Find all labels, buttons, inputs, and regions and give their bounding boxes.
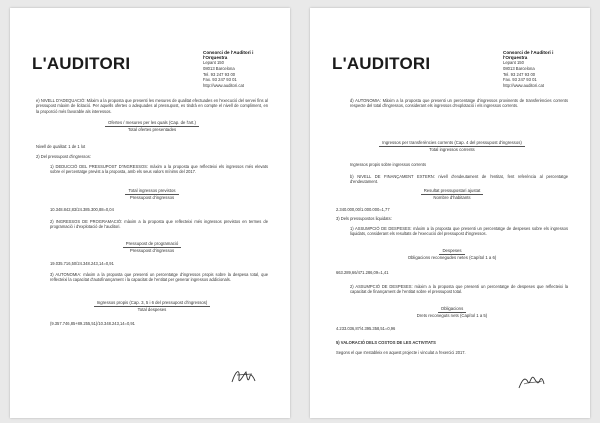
- right-formula-4-denominator: Drets reconeguts nets (Capítol 1 a 5): [416, 313, 488, 318]
- right-paragraph-5: Segons el que s'estableix en aquest projecte i vinculat a l'exercici 2017.: [336, 350, 466, 355]
- left-formula-1: [36, 120, 268, 133]
- signature-right-drawing: [516, 368, 546, 394]
- right-heading-5: 5) VALORACIÓ DELS COSTOS DE LES ACTIVITATS: [336, 340, 436, 345]
- left-line-1: Nivell de qualitat: 1 de 1 lot: [36, 144, 86, 149]
- left-formula-4: [36, 300, 268, 313]
- address-line1: Lepant 150: [203, 60, 224, 66]
- signature-left: [228, 364, 258, 390]
- right-formula-4: [336, 306, 568, 319]
- right-formula-3: [336, 248, 568, 261]
- left-result-3: 19.035.716,50/24.348.243,14=0,91: [50, 261, 114, 266]
- right-heading-3: 3) Dels pressupostos liquidats:: [336, 216, 392, 221]
- document-page-left: [10, 8, 290, 418]
- left-formula-2-numerator: Total ingressos previstos: [125, 188, 178, 195]
- left-result-4: (9.357.746,85+89.255,51)/10.348.243,14=0,91: [50, 321, 135, 326]
- right-result-4: 4.233.036,87/4.395.358,51=0,96: [336, 326, 396, 331]
- left-formula-1-denominator: Total ofertes presentades: [127, 127, 177, 132]
- auditori-logo: L'AUDITORI: [332, 54, 431, 73]
- left-formula-3-denominator: Pressupost d'ingressos: [129, 248, 175, 253]
- right-formula-2-numerator: Resultat pressupostari ajustat: [421, 188, 484, 195]
- right-paragraph-4: 2) ASSUMPCIÓ DE DESPESES: màxim a la proposta que presenti un percentatge de despeses que reflecteixi la capacitat de finançament de l'entitat sobre el pressupost total.: [350, 284, 568, 295]
- phone: Tel. 93 247 93 00: [503, 71, 536, 77]
- address-line2: 08013 Barcelona: [203, 66, 235, 71]
- signature-left-drawing: [228, 364, 258, 390]
- phone: Tel. 93 247 93 00: [203, 71, 236, 77]
- org-address-block: [503, 50, 587, 88]
- right-paragraph-2: b) NIVELL DE FINANÇAMENT EXTERN: nivell d'endeutament de l'entitat, fent referència al percentatge d'endeutament.: [350, 174, 568, 185]
- left-formula-4-numerator: Ingressos propis (Cap. 3, 5 i 6 del pressupost d'ingressos): [94, 300, 211, 307]
- left-heading-2: 2) Del pressupost d'ingressos:: [36, 154, 91, 159]
- left-paragraph-1: e) NIVELL D'ADEQUACIÓ: Màxim a la proposta que presenti les mesures de qualitat efectuades en l'execució del servei fins al pressupost màxim de licitació. Per aquells ofertes o adequades al pressupost, es tindrà en compte el nivell de compliment, en la proporció més favorable als interessos.: [36, 98, 268, 114]
- right-result-3: 663.289,66/471.286,09=1,41: [336, 270, 389, 275]
- left-paragraph-4: 3) AUTONOMIA: màxim a la proposta que presenti un percentatge d'ingressos propis sobre la despesa total, que reflecteixi la capacitat d'autofinançament i la capacitat de l'entitat per generar ingressos addicionals.: [50, 272, 268, 283]
- right-formula-2-denominator: Nombre d'habitants: [433, 195, 471, 200]
- right-formula-1: [336, 140, 568, 153]
- left-paragraph-2: 1) DEDUCCIÓ DEL PRESSUPOST D'INGRESSOS: màxim a la proposta que reflecteixi els ingressos més elevats sobre el percentatge previst a la proposta, amb els seus valors mínims del 2017.: [50, 164, 268, 175]
- left-formula-1-numerator: Ofertes / mesures per les quals (Cap. de l'art.): [105, 120, 199, 127]
- right-paragraph-3: 1) ASSUMPCIÓ DE DESPESES: màxim a la proposta que presenti un percentatge de despeses sobre els ingressos liquidats, considerant els resultats de l'execució del pressupost d'ingressos.: [350, 226, 568, 237]
- signature-right: [516, 368, 546, 394]
- document-page-right: [310, 8, 590, 418]
- auditori-logo: L'AUDITORI: [32, 54, 131, 73]
- org-name-line2: l'Orquestra: [503, 55, 528, 61]
- left-formula-2: [36, 188, 268, 201]
- address-line1: Lepant 150: [503, 60, 524, 66]
- right-formula-4-numerator: Obligacions: [438, 306, 466, 313]
- left-paragraph-3: 2) INGRESSOS DE PROGRAMACIÓ: màxim a la proposta que reflecteixi més ingressos previstos en termes de programació i d'explotació de l'auditori.: [50, 219, 268, 230]
- website: http://www.auditori.cat: [503, 82, 544, 88]
- website: http://www.auditori.cat: [203, 82, 244, 88]
- org-name-line1: Consorci de l'Auditori i: [503, 50, 554, 55]
- right-formula-1-denominator: Total ingressos corrents: [429, 147, 475, 152]
- left-formula-2-denominator: Pressupost d'ingressos: [129, 195, 175, 200]
- right-result-2: 2.340.000,00/1.000.000=1,77: [336, 207, 390, 212]
- left-result-2: 10.348.842,83/24.385.300,88=0,04: [50, 207, 114, 212]
- left-formula-3: [36, 241, 268, 254]
- right-formula-3-denominator: Obligacions reconegudes netes (Capítol 1 a 6): [407, 255, 497, 260]
- left-formula-3-numerator: Pressupost de programació: [123, 241, 182, 248]
- right-paragraph-1: d) AUTONOMIA: Màxim a la proposta que presenti un percentatge d'ingressos provinents de transferències corrents respecte del total d'ingressos, considerant els ingressos d'explotació i els ingressos corrents.: [350, 98, 568, 109]
- fax: Fax. 93 247 93 01: [503, 77, 537, 83]
- right-formula-2: [336, 188, 568, 201]
- org-address-block: [203, 50, 287, 88]
- fax: Fax. 93 247 93 01: [203, 77, 237, 83]
- org-name-line1: Consorci de l'Auditori i: [203, 50, 254, 55]
- right-line-1: Ingressos propis sobre ingressos corrents: [350, 162, 426, 167]
- right-formula-1-numerator: Ingressos per transferències corrents (Cap. 4 del pressupost d'ingressos): [379, 140, 525, 147]
- org-name-line2: l'Orquestra: [203, 55, 228, 61]
- address-line2: 08013 Barcelona: [503, 66, 535, 71]
- left-formula-4-denominator: Total despeses: [137, 307, 167, 312]
- right-formula-3-numerator: Despeses: [439, 248, 464, 255]
